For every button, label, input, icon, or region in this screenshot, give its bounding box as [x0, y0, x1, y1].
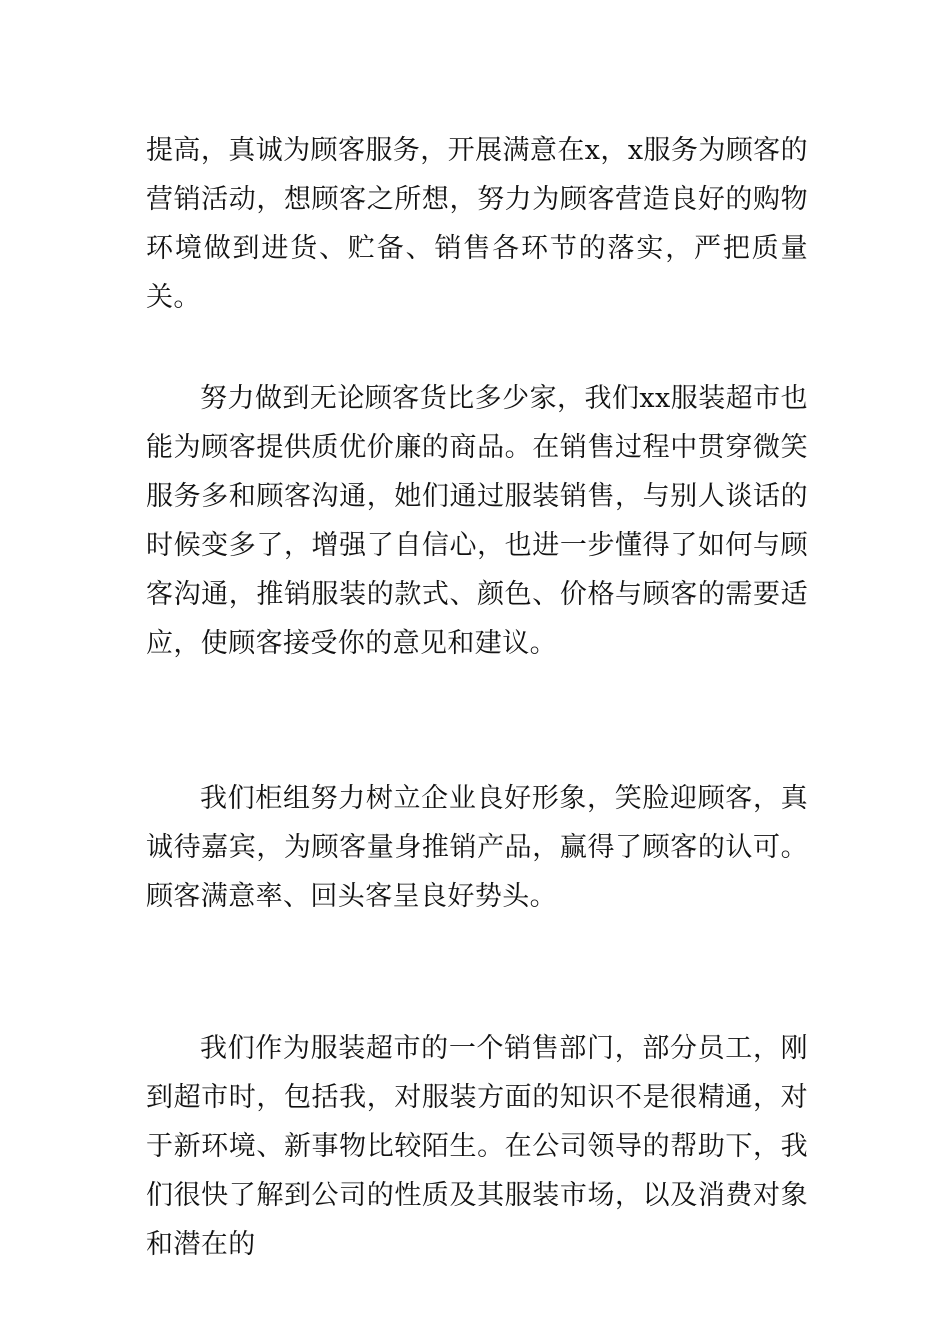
- paragraph-1: 提高，真诚为顾客服务，开展满意在x，x服务为顾客的营销活动，想顾客之所想，努力为顾客营造良好的购物环境做到进货、贮备、销售各环节的落实，严把质量关。: [146, 135, 808, 313]
- paragraph-4: 我们作为服装超市的一个销售部门，部分员工，刚到超市时，包括我，对服装方面的知识不是很精通，对于新环境、新事物比较陌生。在公司领导的帮助下，我们很快了解到公司的性质及其服装市场，以及消费对象和潜在的: [146, 1033, 808, 1260]
- paragraph-2: 努力做到无论顾客货比多少家，我们xx服装超市也能为顾客提供质优价廉的商品。在销售过程中贯穿微笑服务多和顾客沟通，她们通过服装销售，与别人谈话的时候变多了，增强了自信心，也进一步懂得了如何与顾客沟通，推销服装的款式、颜色、价格与顾客的需要适应，使顾客接受你的意见和建议。: [146, 383, 808, 659]
- paragraph-3: 我们柜组努力树立企业良好形象，笑脸迎顾客，真诚待嘉宾，为顾客量身推销产品，赢得了顾客的认可。顾客满意率、回头客呈良好势头。: [146, 783, 808, 912]
